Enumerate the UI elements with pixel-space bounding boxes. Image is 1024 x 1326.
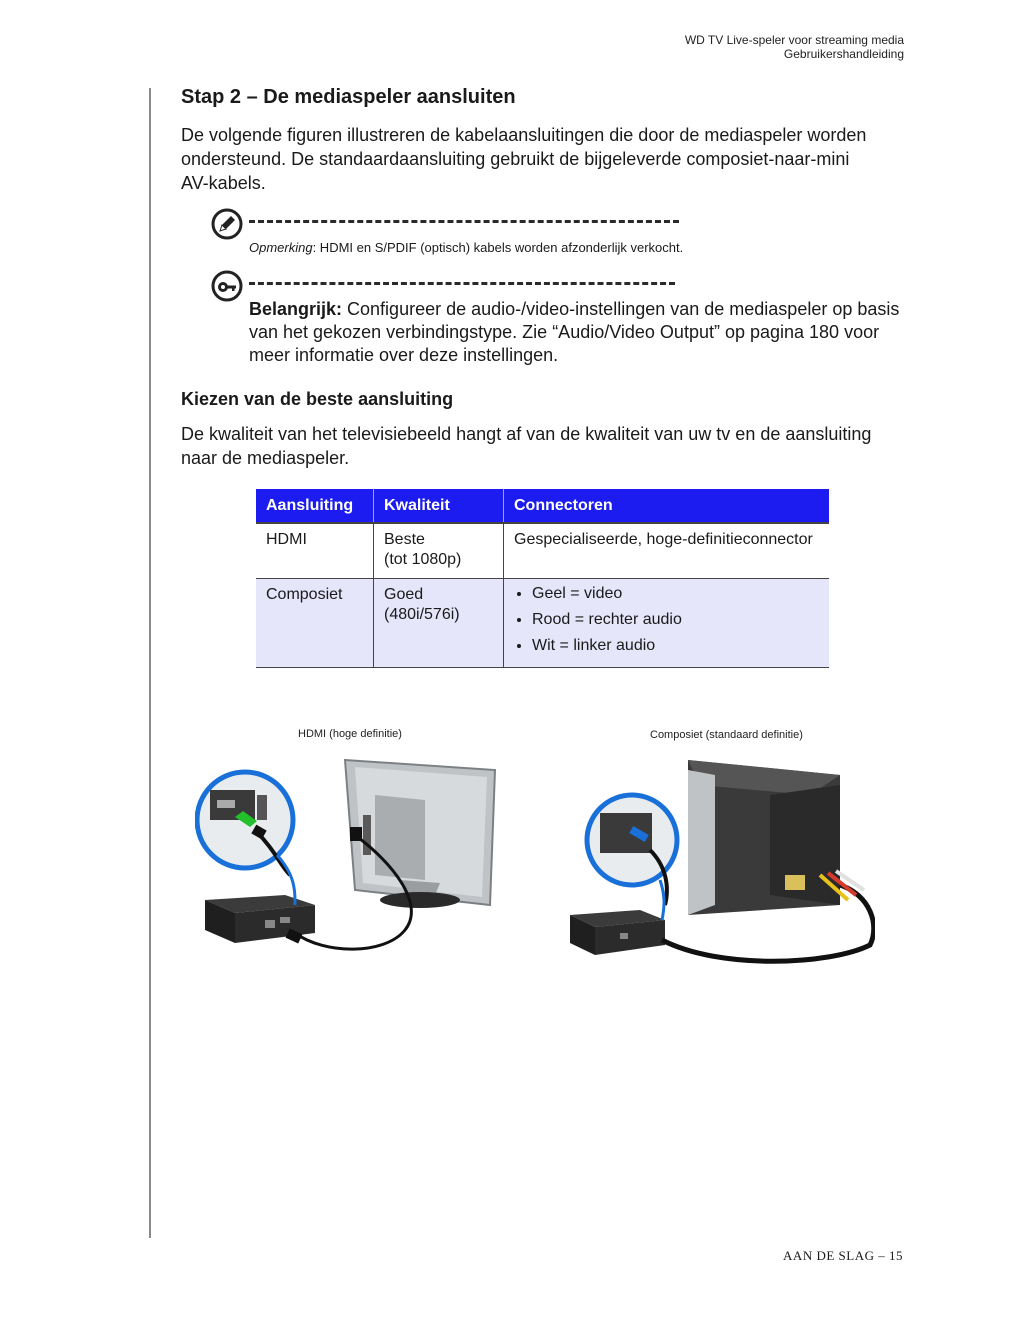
quality-detail: (tot 1080p) <box>384 551 462 568</box>
note-label: Opmerking <box>249 240 313 255</box>
note-text <box>249 240 683 255</box>
running-header <box>685 33 904 61</box>
note-divider <box>249 220 679 223</box>
connection-table <box>256 489 829 668</box>
note-body: : HDMI en S/PDIF (optisch) kabels worden afzonderlijk verkocht. <box>312 240 684 255</box>
table-header-cell: Kwaliteit <box>374 489 504 523</box>
table-cell <box>374 523 504 579</box>
section-intro: De volgende figuren illustreren de kabelaansluitingen die door de mediaspeler worden ondersteund. De standaardaansluiting gebruikt de bijgeleverde composiet-naar-mini AV-kabels. <box>181 125 867 193</box>
important-label: Belangrijk: <box>249 299 343 319</box>
table-cell <box>374 579 504 668</box>
important-text <box>249 298 909 367</box>
page-footer: AAN DE SLAG – 15 <box>783 1248 903 1263</box>
list-item: • Wit = linker audio <box>532 633 819 659</box>
subsection-text: De kwaliteit van het televisiebeeld hangt af van de kwaliteit van uw tv en de aansluiting naar de mediaspeler. <box>181 424 872 468</box>
table-cell: HDMI <box>256 523 374 579</box>
table-cell: Composiet <box>256 579 374 668</box>
hdmi-connection-illustration <box>195 755 505 960</box>
connector-list <box>514 581 819 659</box>
header-title: WD TV Live-speler voor streaming media <box>684 33 904 47</box>
quality-detail: (480i/576i) <box>384 606 460 623</box>
list-item: • Rood = rechter audio <box>532 607 819 633</box>
composite-caption: Composiet (standaard definitie) <box>650 729 803 741</box>
table-row <box>256 523 829 579</box>
important-body: Configureer de audio-/video-instellingen van de mediaspeler op basis van het gekozen verbindingstype. Zie “Audio/Video Output” op pagina 180 voor meer informatie over deze instellingen. <box>249 299 900 365</box>
table-cell: Gespecialiseerde, hoge-definitieconnector <box>504 523 830 579</box>
subsection-title: Kiezen van de beste aansluiting <box>181 389 454 409</box>
quality-value: Goed <box>384 586 424 603</box>
important-divider <box>249 282 675 285</box>
margin-rule <box>149 88 151 1238</box>
table-header-row <box>256 489 829 523</box>
table-row <box>256 579 829 668</box>
composite-connection-illustration <box>570 755 875 970</box>
hdmi-caption: HDMI (hoge definitie) <box>298 728 402 740</box>
key-icon <box>211 270 243 302</box>
table-cell <box>504 579 830 668</box>
table-header-cell: Aansluiting <box>256 489 374 523</box>
section-title: Stap 2 – De mediaspeler aansluiten <box>181 86 516 108</box>
pencil-icon <box>211 208 243 240</box>
quality-value: Beste <box>384 531 425 548</box>
header-subtitle: Gebruikershandleiding <box>783 47 904 61</box>
table-header-cell: Connectoren <box>504 489 830 523</box>
list-item: • Geel = video <box>532 581 819 607</box>
